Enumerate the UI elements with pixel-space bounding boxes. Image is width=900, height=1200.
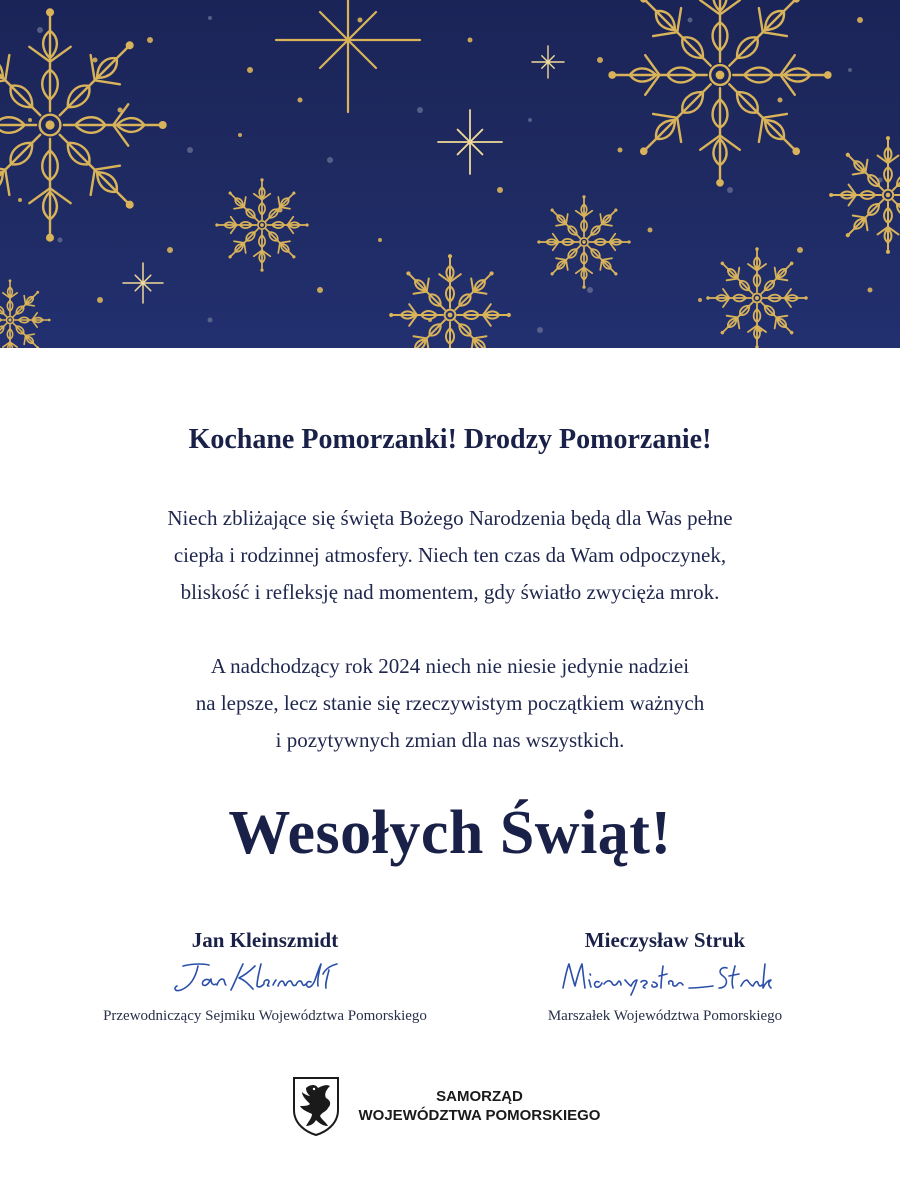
- paragraph-line: i pozytywnych zmian dla nas wszystkich.: [275, 728, 625, 752]
- handwritten-signature: [40, 954, 490, 1004]
- signer-role: Marszałek Województwa Pomorskiego: [547, 1008, 783, 1024]
- signer-struk: [445, 926, 885, 1025]
- logo-line: SAMORZĄD: [436, 1088, 523, 1105]
- signature-struk-icon: [555, 958, 775, 998]
- paragraph-new-year-wishes: [0, 648, 900, 759]
- signer-kleinszmidt: [40, 926, 490, 1025]
- paragraph-line: ciepła i rodzinnej atmosfery. Niech ten czas da Wam odpoczynek,: [173, 543, 727, 567]
- paragraph-line: Niech zbliżające się święta Bożego Narodzenia będą dla Was pełne: [167, 506, 733, 530]
- signature-kleinszmidt-icon: [165, 958, 365, 998]
- paragraph-christmas-wishes: [0, 500, 900, 611]
- signer-role: Przewodniczący Sejmiku Województwa Pomorskiego: [103, 1008, 427, 1024]
- paragraph-line: na lepsze, lecz stanie się rzeczywistym początkiem ważnych: [195, 691, 705, 715]
- snowflake-banner: [0, 0, 900, 348]
- merry-christmas-title: Wesołych Świąt!: [228, 799, 672, 867]
- snowflake-pattern-icon: [0, 0, 900, 348]
- griffin-crest-icon: [292, 1076, 340, 1136]
- paragraph-line: bliskość i refleksję nad momentem, gdy światło zwycięża mrok.: [180, 580, 720, 604]
- handwritten-signature: [445, 954, 885, 1004]
- greeting-heading: Kochane Pomorzanki! Drodzy Pomorzanie!: [188, 424, 712, 455]
- signer-name: Jan Kleinszmidt: [191, 928, 339, 952]
- signer-name: Mieczysław Struk: [584, 928, 746, 952]
- logo-text: [352, 1087, 607, 1125]
- samorzad-logo: [292, 1076, 622, 1138]
- logo-line: WOJEWÓDZTWA POMORSKIEGO: [358, 1107, 601, 1124]
- paragraph-line: A nadchodzący rok 2024 niech nie niesie jedynie nadziei: [210, 654, 690, 678]
